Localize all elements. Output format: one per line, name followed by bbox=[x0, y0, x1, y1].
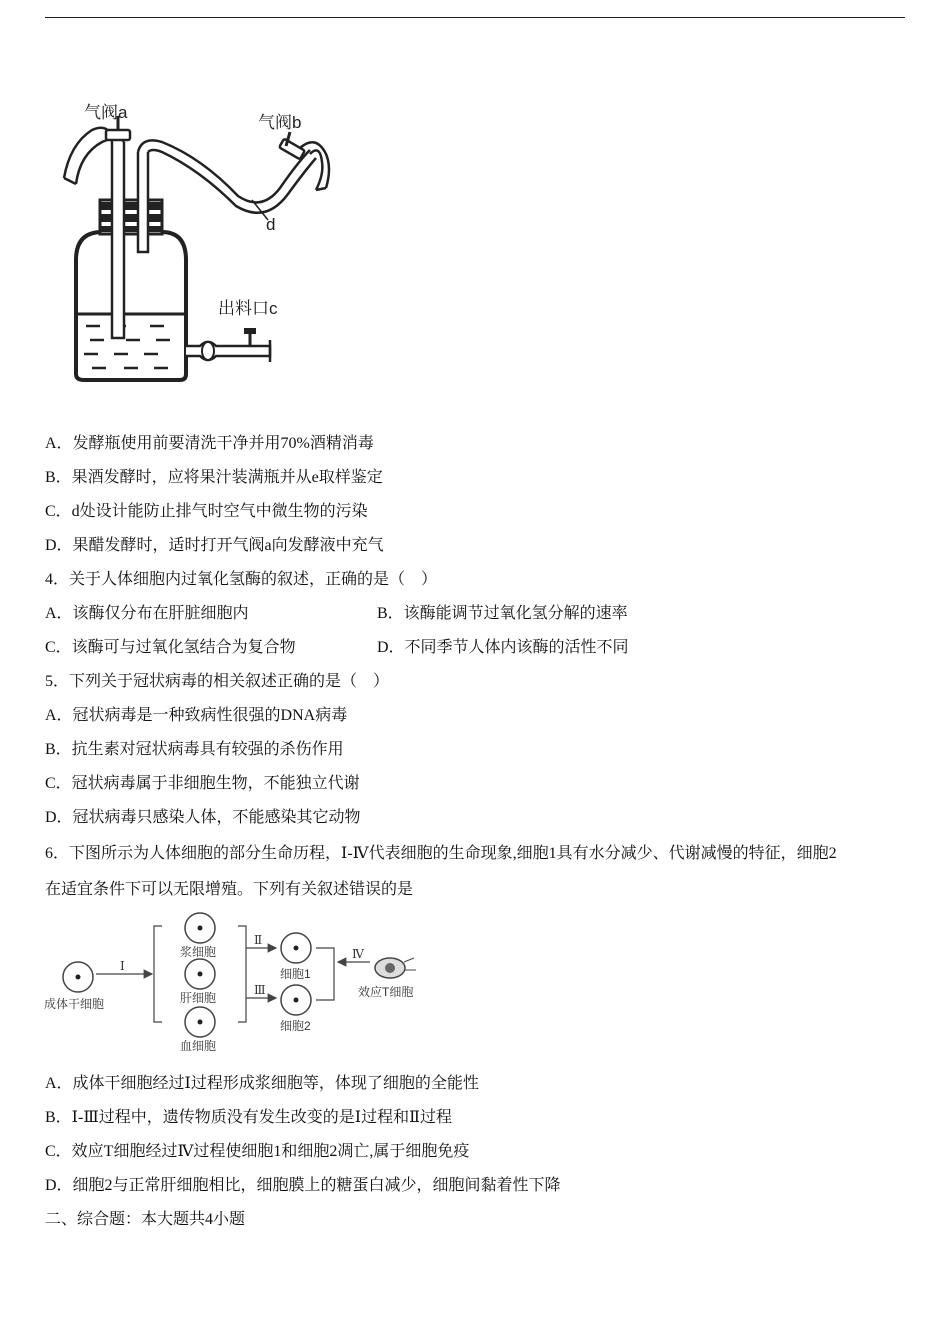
q6-stem-line2: 在适宜条件下可以无限增殖。下列有关叙述错误的是 bbox=[45, 881, 414, 898]
q3-option-d: D．果醋发酵时，适时打开气阀a向发酵液中充气 bbox=[45, 537, 384, 554]
q4-option-a: A．该酶仅分布在肝脏细胞内 bbox=[45, 605, 249, 622]
section-2-heading: 二、综合题：本大题共4小题 bbox=[45, 1211, 246, 1228]
bottle-body bbox=[76, 232, 186, 380]
q6-option-b: B．Ⅰ-Ⅲ过程中，遗传物质没有发生改变的是Ⅰ过程和Ⅱ过程 bbox=[45, 1109, 452, 1126]
q5-option-d: D．冠状病毒只感染人体，不能感染其它动物 bbox=[45, 809, 361, 826]
q6-option-a: A．成体干细胞经过Ⅰ过程形成浆细胞等，体现了细胞的全能性 bbox=[45, 1075, 479, 1092]
q5-option-b: B．抗生素对冠状病毒具有较强的杀伤作用 bbox=[45, 741, 344, 758]
fermentation-bottle-figure bbox=[40, 92, 340, 392]
q6-stem-line1: 6．下图所示为人体细胞的部分生命历程，Ⅰ-Ⅳ代表细胞的生命现象,细胞1具有水分减少、代谢减慢的特征，细胞2 bbox=[45, 845, 837, 862]
q5-stem: 5．下列关于冠状病毒的相关叙述正确的是（ ） bbox=[45, 673, 390, 690]
valve-a-label: 气阀a bbox=[84, 103, 128, 122]
q6-option-c: C．效应T细胞经过Ⅳ过程使细胞1和细胞2凋亡,属于细胞免疫 bbox=[45, 1143, 470, 1160]
stem-cell-label: 成体干细胞 bbox=[44, 997, 105, 1011]
q5-option-a: A．冠状病毒是一种致病性很强的DNA病毒 bbox=[45, 707, 348, 724]
svg-text:Ⅱ: Ⅱ bbox=[254, 933, 263, 947]
valve-b-label: 气阀b bbox=[258, 113, 302, 132]
tube-d-label: d bbox=[266, 215, 276, 234]
q3-option-c: C．d处设计能防止排气时空气中微生物的污染 bbox=[45, 503, 368, 520]
svg-text:Ⅳ: Ⅳ bbox=[352, 947, 364, 961]
q4-stem: 4．关于人体细胞内过氧化氢酶的叙述，正确的是（ ） bbox=[45, 571, 438, 588]
q3-option-b: B．果酒发酵时，应将果汁装满瓶并从e取样鉴定 bbox=[45, 469, 383, 486]
q4-option-c: C．该酶可与过氧化氢结合为复合物 bbox=[45, 639, 296, 656]
cell2-label: 细胞2 bbox=[280, 1019, 311, 1033]
outlet-c-label: 出料口c bbox=[218, 299, 278, 318]
q6-option-d: D．细胞2与正常肝细胞相比，细胞膜上的糖蛋白减少，细胞间黏着性下降 bbox=[45, 1177, 561, 1194]
q3-option-a: A．发酵瓶使用前要清洗干净并用70%酒精消毒 bbox=[45, 435, 374, 452]
plasma-cell-label: 浆细胞 bbox=[180, 945, 217, 959]
q4-option-b: B．该酶能调节过氧化氢分解的速率 bbox=[377, 605, 628, 622]
cell1-label: 细胞1 bbox=[280, 967, 311, 981]
liver-cell-label: 肝细胞 bbox=[180, 991, 217, 1005]
svg-text:Ⅲ: Ⅲ bbox=[254, 983, 266, 997]
blood-cell-label: 血细胞 bbox=[180, 1039, 217, 1053]
header-rule bbox=[45, 17, 905, 18]
q5-option-c: C．冠状病毒属于非细胞生物，不能独立代谢 bbox=[45, 775, 360, 792]
cell-history-figure bbox=[40, 912, 440, 1062]
svg-text:Ⅰ: Ⅰ bbox=[120, 959, 125, 973]
q4-option-d: D．不同季节人体内该酶的活性不同 bbox=[377, 639, 629, 656]
effector-t-label: 效应T细胞 bbox=[358, 985, 414, 999]
